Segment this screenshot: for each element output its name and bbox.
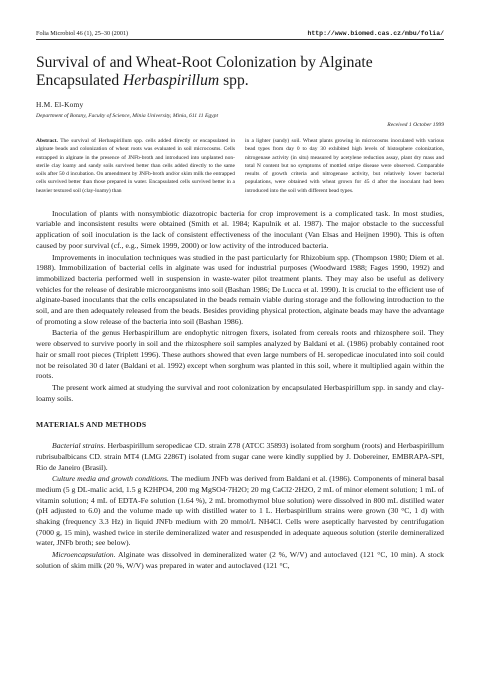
runin-heading: Bacterial strains. [52, 441, 106, 451]
abstract-label: Abstract. [36, 138, 58, 144]
abstract-left-column [36, 137, 235, 195]
title-line-1: Survival of and Wheat-Root Colonization by Alginate [36, 54, 373, 71]
abstract-left-text: The survival of Herbaspirillum spp. cells added directly or encapsulated in alginate beads and colonization of wheat roots was evaluated in soil microcosms. Cells entrapped in alginate in the presence of JNFb-broth and introduced into unplanted non-sterile clay loamy and sandy soils survived better than cells added directly to the same soils after 50 d incubation. On amendment by JNFb-broth and/or skim milk the entrapped cells survived better than those prepared in water. Encapsulated cells survived better in a heavier textured soil (clay-loamy) than [36, 138, 235, 194]
journal-url[interactable]: http://www.biomed.cas.cz/mbu/folia/ [307, 30, 444, 37]
methods-paragraph-encapsulation [36, 550, 444, 571]
intro-paragraph-2: Improvements in inoculation techniques was studied in the past particularly for Rhizobium spp. (Thompson 1980; Diem et al. 1988). Immobilization of bacterial cells in alginate was used for industrial purposes (Woodward 1988; Fages 1990, 1992) and immobilized bacteria performed well in suspension in waste-water pilot treatment plants. They may also be useful as delivery vehicles for the release of desirable microorganisms into soil (Bashan 1986; De Lucca et al. 1990). It is crucial to the efficient use of alginate-based inoculants that the cells encapsulated in the beads remain viable during storage and the following introduction to the soil, and are then adequately released from the beads. Besides providing physical protection, alginate beads may have the advantage of promoting a slow release of the bacteria into soil (Bashan 1986). [36, 252, 444, 326]
methods-paragraph-strains [36, 441, 444, 473]
journal-citation: Folia Microbiol 46 (1), 25–30 (2001) [36, 30, 129, 37]
methods-text: The medium JNFb was derived from Baldani et al. (1986). Components of mineral basal medium (5 g DL-malic acid, 1.5 g K2HPO4, 200 mg MgSO4·7H2O; 20 mg CaCl2·2H2O, 2 mL of minor element solution; 1 mL of vitamin solution; 4 mL of EDTA-Fe solution (1.64 %), 2 mL bromothymol blue solution) were dissolved in 800 mL distilled water (pH adjusted to 6.0) and the volume made up with distilled water to 1 L. Herbaspirillum strains were grown (30 °C, 1 d) with shaking (frequency 3.3 Hz) in liquid JNFb medium with 20 mmol/L NH4Cl. Cells were aseptically harvested by centrifugation (7000 g, 15 min), washed twice in sterile demineralized water and resuspended in adequate aqueous solution (sterile demineralized water, JNFb broth; see below). [36, 474, 444, 548]
article-title [36, 54, 444, 90]
runin-heading: Microencapsulation. [52, 550, 116, 560]
abstract [36, 137, 444, 195]
intro-paragraph-1: Inoculation of plants with nonsymbiotic diazotropic bacteria for crop improvement is a complicated task. In most studies, variable and inconsistent results were obtained (Smith et al. 1984; Kapulnik et al. 1987). The major obstacle to the successful application of soil inoculation is the lack of consistent effectiveness of the inoculant (Van Elsas and Heijnen 1990). This is often caused by poor survival (cf., e.g., Simek 1999, 2000) or low activity of the introduced bacteria. [36, 208, 444, 250]
section-heading: MATERIALS AND METHODS [36, 420, 147, 430]
methods-paragraph-media [36, 474, 444, 549]
methods-text: Herbaspirillum seropedicae CD. strain Z78 (ATCC 35893) isolated from sorghum (roots) and Herbaspirillum rubrisubalbicans CD. strain MT4 (LMG 2286T) isolated from sugar cane were kindly supplied by J. Dobereiner, EMBRAPA-SPI, Rio de Janeiro (Brasil). [36, 441, 444, 472]
title-line-2-plain: Encapsulated [36, 72, 124, 89]
abstract-right-column [245, 137, 444, 195]
runin-heading: Culture media and growth conditions. [52, 474, 169, 484]
intro-paragraph-4: The present work aimed at studying the survival and root colonization by encapsulated Herbaspirillum spp. in sandy and clay-loamy soils. [36, 383, 444, 403]
article-body [36, 209, 444, 572]
received-date: Received 1 October 1999 [387, 122, 444, 128]
intro-paragraph-3: Bacteria of the genus Herbaspirillum are endophytic nitrogen fixers, isolated from cereals roots and rhizosphere soil. They were observed to survive poorly in soil and the rhizosphere soil samples analyzed by Baldani et al. (1986) probably contained root hair or small root pieces (Triplett 1996). These authors showed that even large numbers of H. seropedicae inoculated into soil could not be reisolated 30 d later (Baldani et al. 1992) except when sorghum was planted in this soil, where it multiplied again within the roots. [36, 328, 444, 381]
author-name: H.M. El-Komy [36, 100, 84, 109]
abstract-right-text: in a lighter (sandy) soil. Wheat plants growing in microcosms inoculated with various bead types from day 0 to day 30 exhibited high levels of histosphere colonization, nitrogenase activity (in situ) measured by acetylene reduction assay, plant dry mass and total N content but no symptoms of mottled stripe disease were observed. Comparable results of growth criteria and nitrogenase activity, but relatively lower bacterial populations, were obtained with wheat grown for 45 d after the inoculant had been introduced into the soil with different bead types. [245, 138, 444, 194]
author-affiliation: Department of Botany, Faculty of Science, Minia University, Minia, 611 11 Egypt [36, 113, 219, 119]
methods-text: Alginate was dissolved in demineralized water (2 %, W/V) and autoclaved (121 °C, 10 min). A stock solution of skim milk (20 %, W/V) was prepared in water and autoclaved (121 °C, [36, 550, 444, 570]
title-genus: Herbaspirillum [123, 72, 220, 89]
running-header [36, 30, 444, 40]
title-line-2-end: spp. [219, 72, 249, 89]
